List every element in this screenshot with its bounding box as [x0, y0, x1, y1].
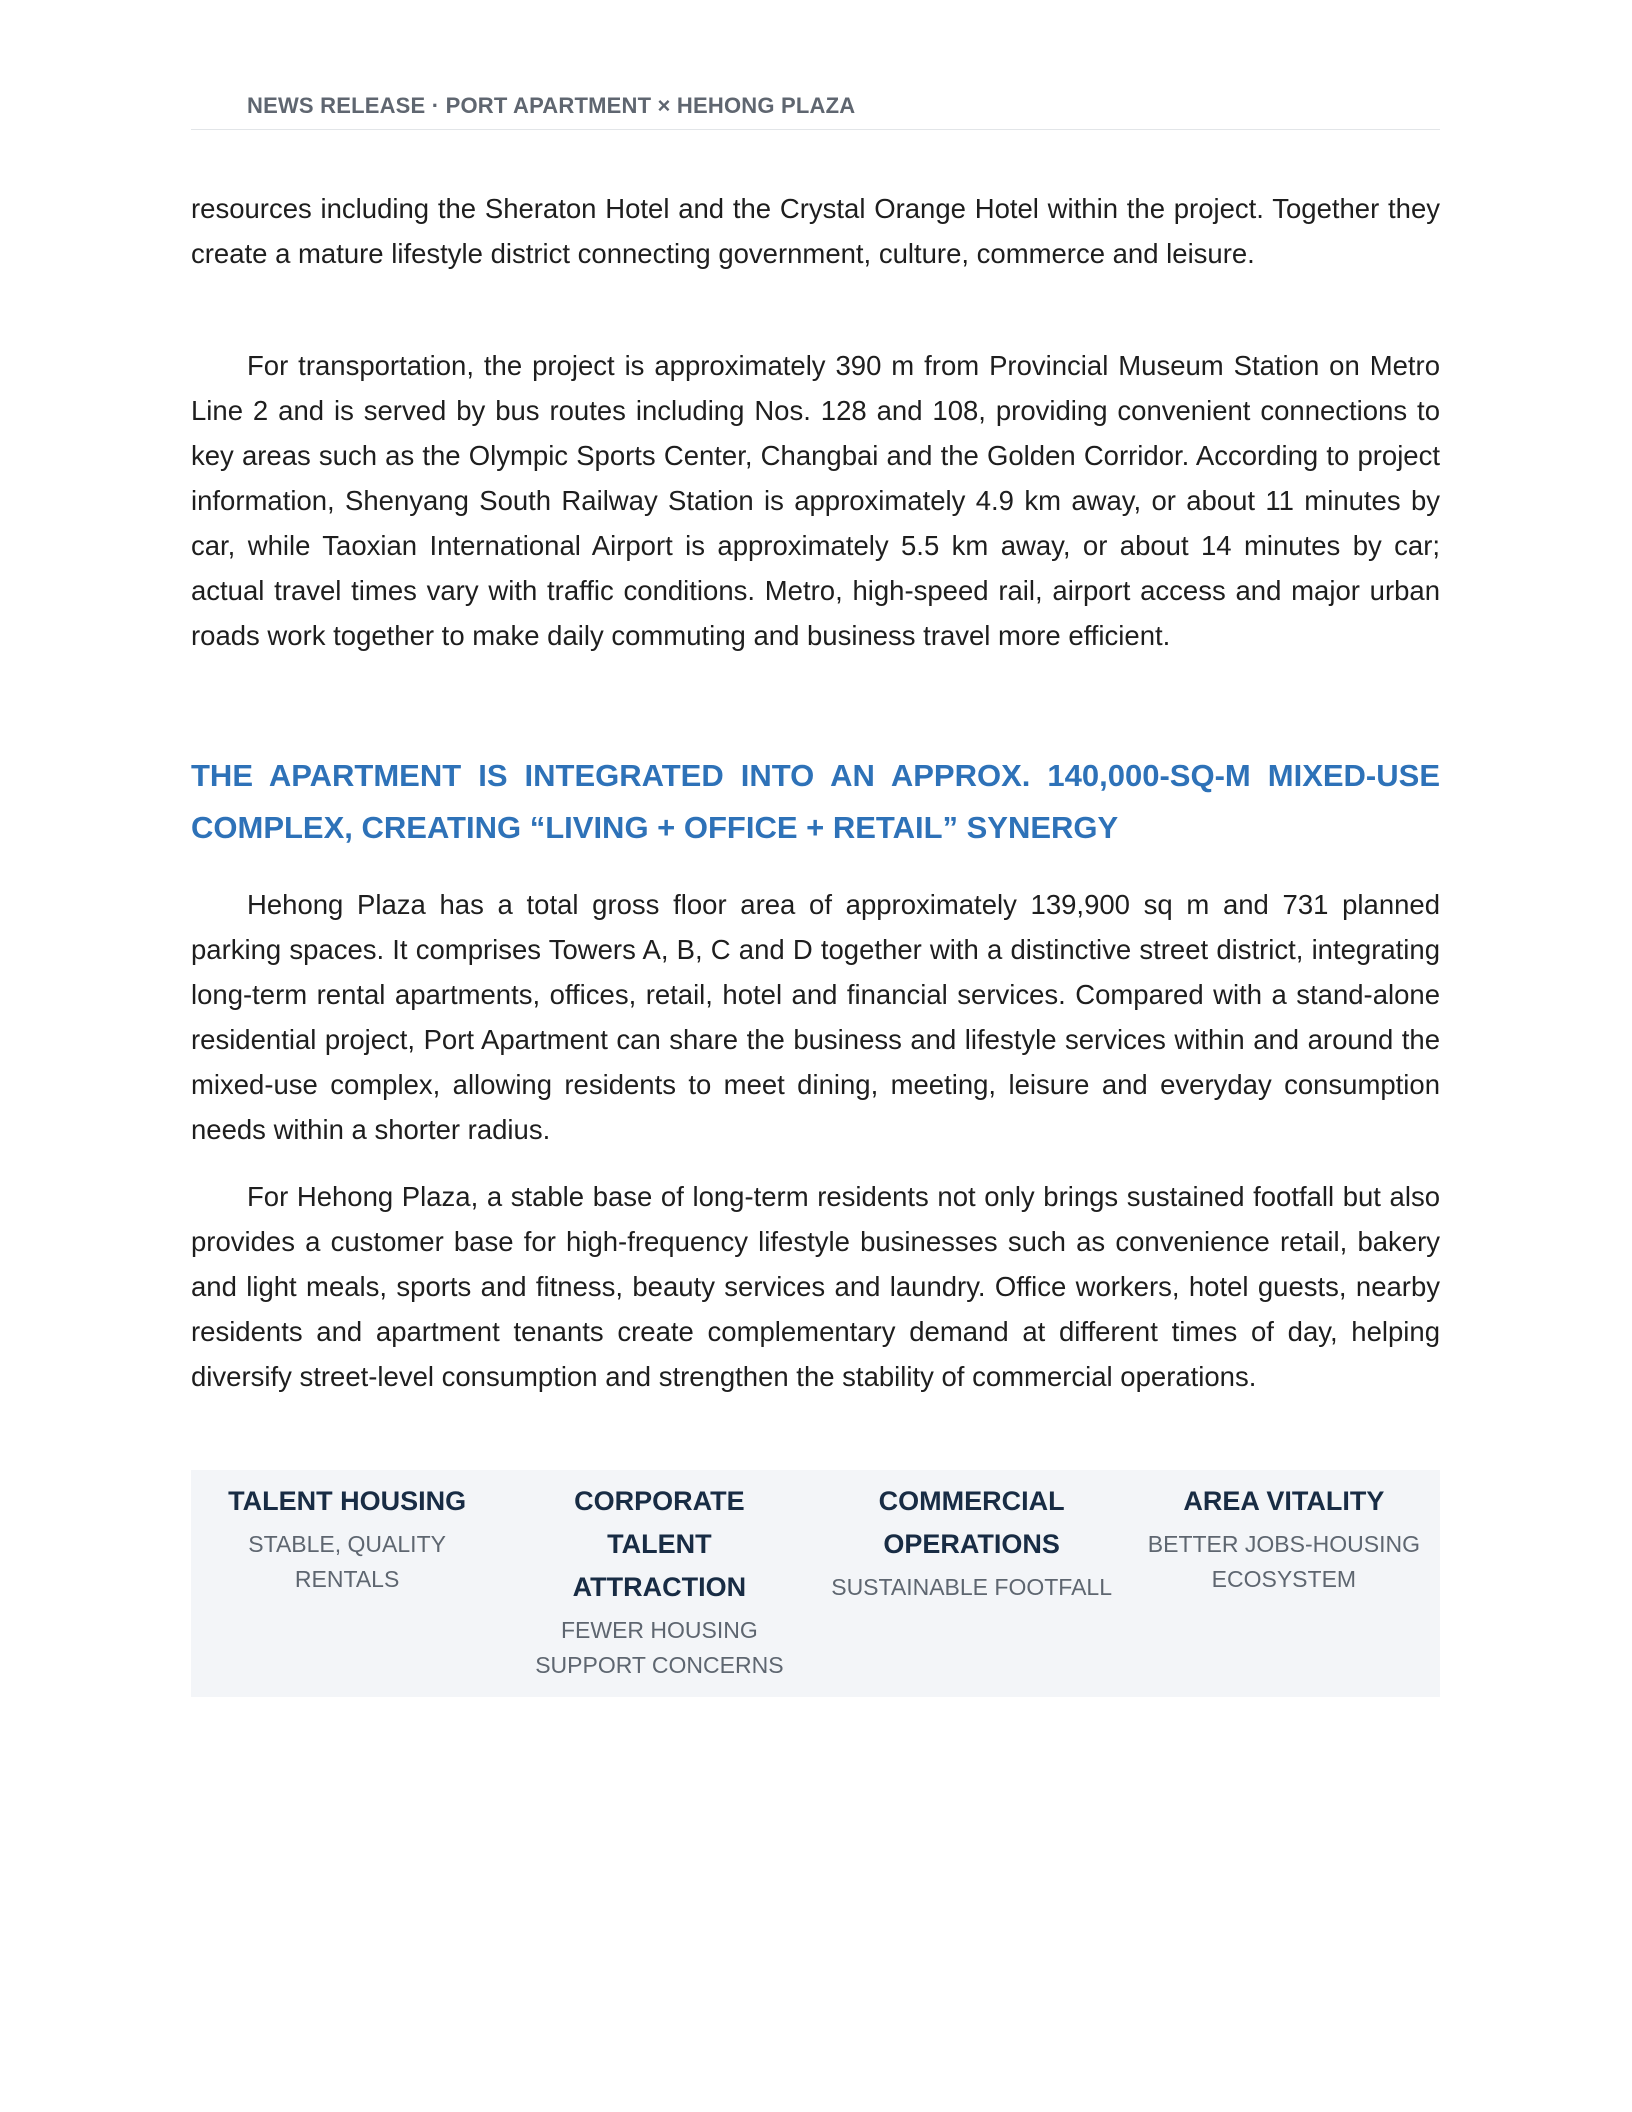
header-text: NEWS RELEASE · PORT APARTMENT × HEHONG PLAZA [247, 93, 856, 118]
paragraph-residents-footfall: For Hehong Plaza, a stable base of long-term residents not only brings sustained footfall but also provides a customer base for high-frequency lifestyle businesses such as convenience retail, bakery and light meals, sports and fitness, beauty services and laundry. Office workers, hotel guests, nearby residents and apartment tenants create complementary demand at different times of day, helping diversify street-level consumption and strengthen the stability of commercial operations. [191, 1181, 1440, 1392]
benefit-title: CORPORATE TALENT ATTRACTION [572, 1486, 747, 1602]
page-header [191, 91, 1440, 130]
section-heading: THE APARTMENT IS INTEGRATED INTO AN APPROX. 140,000-SQ-M MIXED-USE COMPLEX, CREATING “LIVING + OFFICE + RETAIL” SYNERGY [191, 758, 1440, 845]
benefit-subtitle: FEWER HOUSING SUPPORT CONCERNS [535, 1617, 784, 1678]
benefit-subtitle: STABLE, QUALITY RENTALS [248, 1531, 446, 1592]
benefits-panel [191, 1470, 1440, 1697]
benefit-area-vitality [1128, 1470, 1440, 1697]
benefit-title: COMMERCIAL OPERATIONS [878, 1486, 1065, 1559]
paragraph-continuation: resources including the Sheraton Hotel and the Crystal Orange Hotel within the project. Together they create a mature lifestyle district connecting government, culture, commerce and leisure. [191, 193, 1440, 269]
benefit-title: TALENT HOUSING [228, 1486, 467, 1516]
benefit-title: AREA VITALITY [1183, 1486, 1385, 1516]
benefit-commercial-operations [816, 1470, 1128, 1697]
benefit-talent-housing [191, 1470, 503, 1697]
benefit-corporate-talent [503, 1470, 815, 1697]
benefit-subtitle: BETTER JOBS-HOUSING ECOSYSTEM [1147, 1531, 1420, 1592]
benefit-subtitle: SUSTAINABLE FOOTFALL [831, 1574, 1112, 1600]
paragraph-hehong-plaza: Hehong Plaza has a total gross floor area of approximately 139,900 sq m and 731 planned parking spaces. It comprises Towers A, B, C and D together with a distinctive street district, integrating long-term rental apartments, offices, retail, hotel and financial services. Compared with a stand-alone residential project, Port Apartment can share the business and lifestyle services within and around the mixed-use complex, allowing residents to meet dining, meeting, leisure and everyday consumption needs within a shorter radius. [191, 889, 1440, 1145]
document-page [191, 0, 1440, 2112]
paragraph-transportation: For transportation, the project is approximately 390 m from Provincial Museum Station on Metro Line 2 and is served by bus routes including Nos. 128 and 108, providing convenient connections to key areas such as the Olympic Sports Center, Changbai and the Golden Corridor. According to project information, Shenyang South Railway Station is approximately 4.9 km away, or about 11 minutes by car, while Taoxian International Airport is approximately 5.5 km away, or about 14 minutes by car; actual travel times vary with traffic conditions. Metro, high-speed rail, airport access and major urban roads work together to make daily commuting and business travel more efficient. [191, 350, 1440, 651]
